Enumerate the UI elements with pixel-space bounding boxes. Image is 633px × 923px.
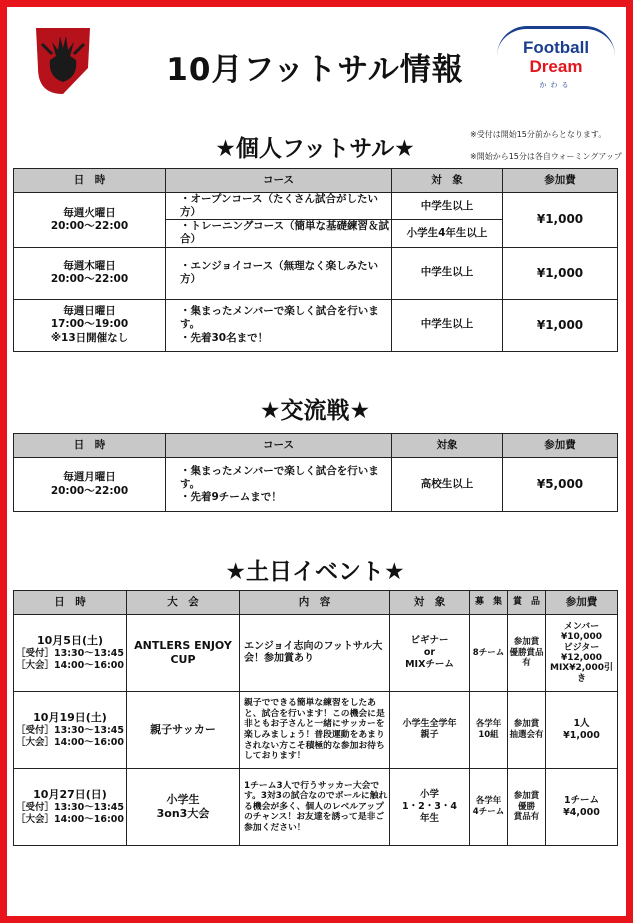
header-cell: 対象 bbox=[392, 434, 503, 458]
brand-line1: Football bbox=[522, 38, 590, 57]
target-cell: 小学 1・2・3・4 年生 bbox=[390, 769, 470, 846]
date-cell bbox=[14, 193, 166, 248]
course-line: ・先着9チームまで！ bbox=[180, 491, 282, 504]
header-cell: 対 象 bbox=[390, 591, 470, 615]
event-cell: 小学生 3on3大会 bbox=[127, 769, 240, 846]
header-cell: コース bbox=[166, 434, 392, 458]
header-cell: コース bbox=[166, 169, 392, 193]
header-cell: 賞 品 bbox=[508, 591, 546, 615]
date-text: 10月5日(土) bbox=[36, 634, 104, 648]
target-cell: 小学生全学年 親子 bbox=[390, 692, 470, 769]
table-row bbox=[14, 247, 618, 299]
brand-sub: かわる bbox=[539, 81, 573, 89]
table-row bbox=[14, 769, 618, 846]
fee-cell: ¥1,000 bbox=[503, 299, 618, 351]
course-cell: ・トレーニングコース（簡単な基礎練習＆試合） bbox=[166, 220, 392, 247]
header-cell: 内 容 bbox=[240, 591, 390, 615]
target-cell: 高校生以上 bbox=[392, 458, 503, 512]
time-text: 20:00～22:00 bbox=[50, 219, 129, 232]
fee-cell: メンバー ¥10,000 ビジター ¥12,000 MIX¥2,000引き bbox=[546, 615, 618, 692]
table-row bbox=[14, 458, 618, 512]
course-cell bbox=[166, 458, 392, 512]
content-cell: 1チーム3人で行うサッカー大会です。3対3の試合なのでボールに触れる機会が多く、個人のレベルアップのチャンス！お友達を誘って是非ご参加ください！ bbox=[240, 769, 390, 846]
fee-cell: ¥5,000 bbox=[503, 458, 618, 512]
header-cell: 日 時 bbox=[14, 169, 166, 193]
individual-section-title: ★個人フットサル★ bbox=[215, 136, 415, 162]
table-row bbox=[14, 615, 618, 692]
date-cell bbox=[14, 692, 127, 769]
day-text: 毎週木曜日 bbox=[63, 259, 116, 272]
course-line: ・集まったメンバーで楽しく試合を行います。 bbox=[180, 464, 379, 490]
time-text: 17:00～19:00 bbox=[50, 318, 129, 331]
date-cell bbox=[14, 299, 166, 351]
course-cell: ・エンジョイコース（無理なく楽しみたい方） bbox=[166, 247, 392, 299]
header-cell: 対 象 bbox=[392, 169, 503, 193]
reception-text: ［受付］13:30～13:45 bbox=[16, 802, 124, 813]
date-cell bbox=[14, 769, 127, 846]
football-dream-logo bbox=[497, 26, 615, 96]
course-line: ・先着30名まで！ bbox=[180, 331, 269, 344]
target-cell: 中学生以上 bbox=[392, 299, 503, 351]
page-title: 10月フットサル情報 bbox=[166, 52, 464, 88]
note-text: ※13日開催なし bbox=[50, 331, 129, 344]
header-cell: 募 集 bbox=[470, 591, 508, 615]
warmup-note: ※開始から15分は各自ウォーミングアップ bbox=[470, 152, 622, 161]
weekend-table bbox=[13, 590, 618, 846]
header-cell: 大 会 bbox=[127, 591, 240, 615]
event-cell: 親子サッカー bbox=[127, 692, 240, 769]
date-text: 10月19日(土) bbox=[33, 711, 107, 725]
prize-cell: 参加賞 優勝 賞品有 bbox=[508, 769, 546, 846]
content-cell: 親子でできる簡単な練習をしたあと、試合を行います！この機会に是非ともお子さんと一緒にサッカーを楽しみましょう！普段運動をあまりされない方こそ積極的な参加お待ちしております！ bbox=[240, 692, 390, 769]
table-header-row bbox=[14, 169, 618, 193]
course-cell bbox=[166, 299, 392, 351]
time-text: 20:00～22:00 bbox=[50, 273, 129, 285]
date-text: 10月27日(日) bbox=[33, 788, 107, 802]
table-header-row bbox=[14, 591, 618, 615]
brand-line2: Dream bbox=[529, 57, 583, 76]
fee-cell: 1チーム ¥4,000 bbox=[546, 769, 618, 846]
reception-note: ※受付は開始15分前からとなります。 bbox=[470, 130, 607, 139]
date-cell bbox=[14, 615, 127, 692]
recruit-cell: 8チーム bbox=[470, 615, 508, 692]
header-cell: 日 時 bbox=[14, 591, 127, 615]
match-text: ［大会］14:00～16:00 bbox=[16, 659, 124, 671]
date-cell bbox=[14, 458, 166, 512]
time-text: 20:00～22:00 bbox=[50, 484, 129, 497]
table-row bbox=[14, 692, 618, 769]
recruit-cell: 各学年 10組 bbox=[470, 692, 508, 769]
match-text: ［大会］14:00～16:00 bbox=[16, 813, 124, 825]
target-cell: 小学生4年生以上 bbox=[392, 220, 503, 247]
reception-text: ［受付］13:30～13:45 bbox=[16, 725, 124, 736]
recruit-cell: 各学年 4チーム bbox=[470, 769, 508, 846]
course-cell: ・オープンコース（たくさん試合がしたい方） bbox=[166, 193, 392, 220]
prize-cell: 参加賞 優勝賞品有 bbox=[508, 615, 546, 692]
day-text: 毎週日曜日 bbox=[63, 305, 116, 318]
event-cell: ANTLERS ENJOY CUP bbox=[127, 615, 240, 692]
individual-table bbox=[13, 168, 618, 352]
reception-text: ［受付］13:30～13:45 bbox=[16, 648, 124, 659]
table-row bbox=[14, 299, 618, 351]
header-cell: 参加費 bbox=[503, 169, 618, 193]
weekend-section-title: ★土日イベント★ bbox=[225, 559, 405, 585]
exchange-section-title: ★交流戦★ bbox=[259, 398, 371, 424]
prize-cell: 参加賞 抽選会有 bbox=[508, 692, 546, 769]
exchange-table bbox=[13, 433, 618, 512]
day-text: 毎週火曜日 bbox=[63, 206, 116, 219]
header-cell: 日 時 bbox=[14, 434, 166, 458]
table-header-row bbox=[14, 434, 618, 458]
table-row bbox=[14, 193, 618, 220]
header-cell: 参加費 bbox=[503, 434, 618, 458]
target-cell: 中学生以上 bbox=[392, 193, 503, 220]
header-cell: 参加費 bbox=[546, 591, 618, 615]
fee-cell: 1人 ¥1,000 bbox=[546, 692, 618, 769]
day-text: 毎週月曜日 bbox=[63, 471, 116, 484]
date-cell bbox=[14, 247, 166, 299]
target-cell: 中学生以上 bbox=[392, 247, 503, 299]
antlers-logo bbox=[28, 22, 98, 94]
match-text: ［大会］14:00～16:00 bbox=[16, 736, 124, 748]
fee-cell: ¥1,000 bbox=[503, 247, 618, 299]
fee-cell: ¥1,000 bbox=[503, 193, 618, 248]
target-cell: ビギナー or MIXチーム bbox=[390, 615, 470, 692]
content-cell: エンジョイ志向のフットサル大会！参加賞あり bbox=[240, 615, 390, 692]
course-line: ・集まったメンバーで楽しく試合を行います。 bbox=[180, 305, 379, 331]
